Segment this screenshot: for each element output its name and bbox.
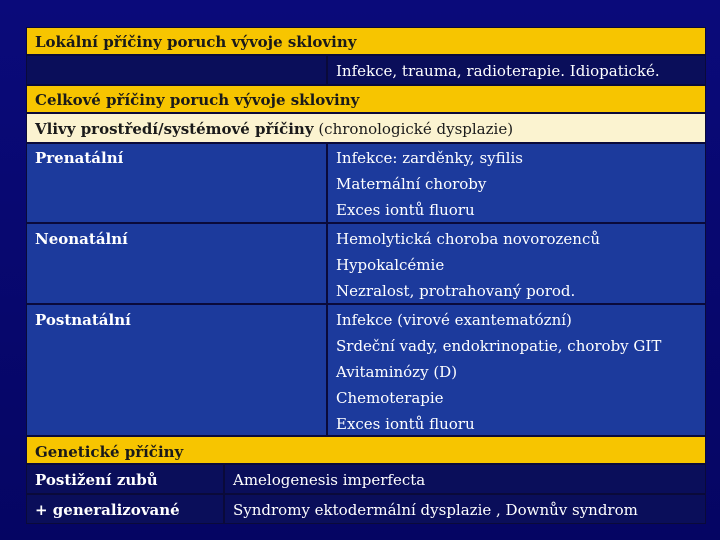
postnatal-cause-item: Chemoterapie (336, 389, 444, 407)
general-causes-header: Celkové příčiny poruch vývoje skloviny (26, 85, 706, 113)
postnatal-cause-item: Avitaminózy (D) (336, 363, 458, 381)
postnatal-cause-item: Exces iontů fluoru (336, 415, 475, 433)
local-causes-text: Infekce, trauma, radioterapie. Idiopatické. (327, 55, 706, 85)
environmental-causes-note: (chronologické dysplazie) (313, 120, 514, 138)
postnatal-cause-item: Srdeční vady, endokrinopatie, choroby GIT (336, 337, 662, 355)
neonatal-label: Neonatální (26, 223, 327, 304)
neonatal-causes (327, 223, 706, 304)
prenatal-cause-item: Exces iontů fluoru (336, 201, 475, 219)
environmental-causes-subheader (26, 113, 706, 143)
genetic-causes-header: Genetické příčiny (26, 436, 706, 464)
environmental-causes-bold: Vlivy prostředí/systémové příčiny (35, 120, 314, 138)
prenatal-cause-item: Infekce: zarděnky, syfilis (336, 149, 523, 167)
postnatal-label: Postnatální (26, 304, 327, 436)
prenatal-causes (327, 143, 706, 223)
prenatal-cause-item: Maternální choroby (336, 175, 487, 193)
genetic-row-value: Syndromy ektodermální dysplazie , Downův syndrom (224, 494, 706, 524)
genetic-row-value: Amelogenesis imperfecta (224, 464, 706, 494)
neonatal-cause-item: Nezralost, protrahovaný porod. (336, 282, 576, 300)
postnatal-causes (327, 304, 706, 436)
local-causes-empty-cell (26, 55, 327, 85)
postnatal-cause-item: Infekce (virové exantematózní) (336, 311, 572, 329)
local-causes-header: Lokální příčiny poruch vývoje skloviny (26, 27, 706, 55)
neonatal-cause-item: Hemolytická choroba novorozenců (336, 230, 601, 248)
neonatal-cause-item: Hypokalcémie (336, 256, 445, 274)
prenatal-label: Prenatální (26, 143, 327, 223)
genetic-row-label: Postižení zubů (26, 464, 224, 494)
genetic-row-label: + generalizované (26, 494, 224, 524)
